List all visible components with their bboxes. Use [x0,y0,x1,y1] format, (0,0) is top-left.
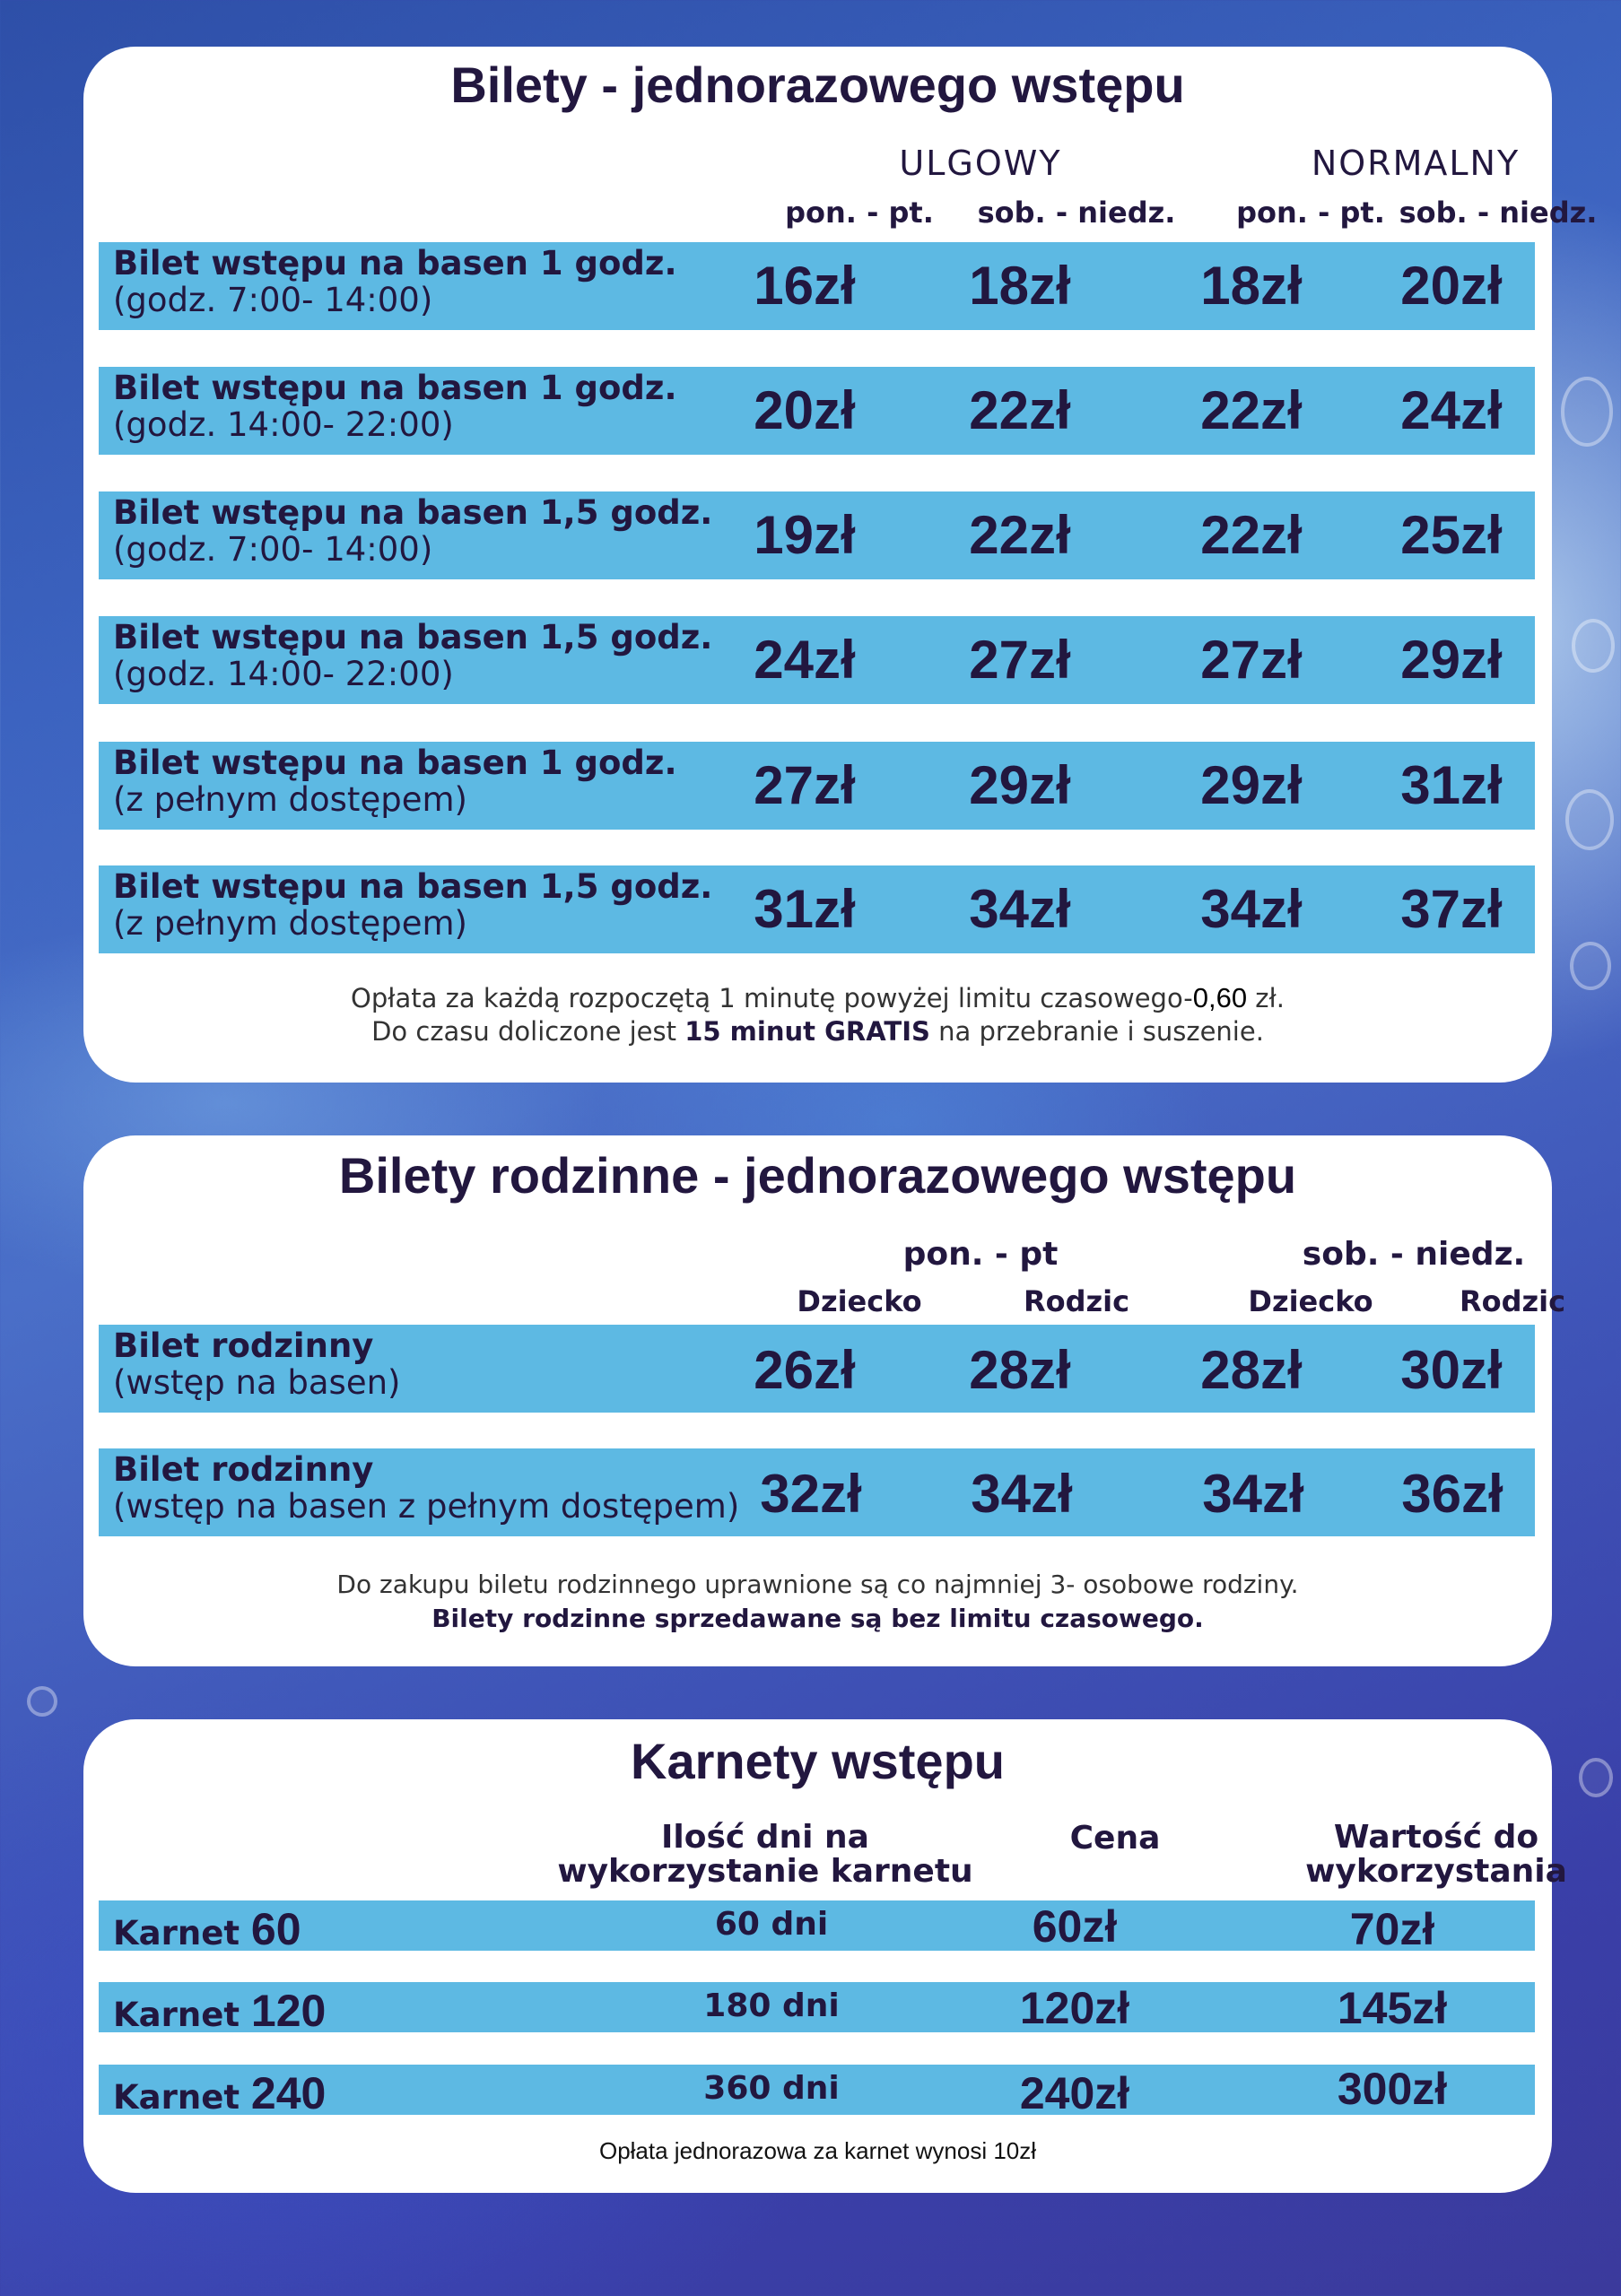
pass-days: 360 dni [703,2070,840,2107]
price-cell: 36zł [1401,1464,1503,1524]
price-cell: 24zł [1400,380,1503,440]
pass-days: 180 dni [703,1987,840,2024]
price-cell: 22zł [969,380,1071,440]
price-cell: 18zł [969,256,1071,316]
price-column-header: Cena [1069,1820,1161,1857]
price-cell: 34zł [1202,1464,1304,1524]
group-header-ulgowy: ULGOWY [899,144,1062,183]
background-bubble [27,1686,57,1717]
background-bubble [1570,942,1611,990]
price-cell: 28zł [1200,1340,1303,1400]
price-cell: 27zł [969,630,1071,690]
single-entry-panel [83,47,1598,1083]
family-eligibility-note: Do zakupu biletu rodzinnego uprawnione są co najmniej 3- osobowe rodziny. [336,1570,1299,1599]
row-label: Bilet wstępu na basen 1 godz. [113,744,677,782]
ticket-row [99,865,1535,953]
row-label: Bilet rodzinny [113,1450,374,1489]
day-header: pon. - pt. [1236,196,1385,230]
row-label: Bilet wstępu na basen 1,5 godz. [113,867,713,906]
pass-row [99,1982,1535,2036]
free-time-highlight: 15 minut GRATIS [684,1016,930,1047]
row-label: Bilet wstępu na basen 1,5 godz. [113,618,713,657]
price-cell: 29zł [1400,630,1503,690]
passes-panel [83,1719,1567,2193]
pass-value: 145zł [1337,1983,1448,2033]
ticket-row [99,491,1535,579]
row-label: Bilet wstępu na basen 1 godz. [113,244,677,283]
row-sublabel: (wstęp na basen z pełnym dostępem) [113,1487,740,1526]
price-cell: 25zł [1400,505,1503,565]
overtime-fee-note: Opłata za każdą rozpoczętą 1 minutę powyżej limitu czasowego-0,60 zł. [351,982,1285,1013]
group-header-normalny: NORMALNY [1311,144,1521,183]
price-cell: 29zł [1200,755,1303,815]
day-header: sob. - niedz. [977,196,1176,230]
price-cell: 20zł [1400,256,1503,316]
pass-label: Karnet [113,1996,240,2034]
pass-row [99,2064,1535,2118]
price-cell: 31zł [1400,755,1503,815]
family-ticket-row [99,1325,1535,1413]
pass-price: 240zł [1019,2068,1130,2118]
price-cell: 18zł [1200,256,1303,316]
ticket-row [99,242,1535,330]
background-bubble [1565,789,1614,850]
price-cell: 22zł [969,505,1071,565]
price-cell: 34zł [971,1464,1073,1524]
row-sublabel: (godz. 7:00- 14:00) [113,281,433,320]
group-header-weekend: sob. - niedz. [1302,1236,1526,1273]
price-cell: 34zł [1200,879,1303,939]
free-time-note: Do czasu doliczone jest 15 minut GRATIS na przebranie i suszenie. [371,1016,1264,1047]
row-label: Bilet rodzinny [113,1326,374,1365]
price-cell: 31zł [754,879,856,939]
price-cell: 29zł [969,755,1071,815]
child-header: Dziecko [1248,1284,1373,1318]
pass-label: Karnet [113,2078,240,2117]
price-cell: 16zł [754,256,856,316]
pass-amount: 60 [250,1904,301,1954]
family-no-limit-note: Bilety rodzinne sprzedawane są bez limitu czasowego. [431,1604,1204,1633]
pass-price: 60zł [1032,1901,1118,1952]
pass-price: 120zł [1019,1983,1130,2033]
price-cell: 28zł [969,1340,1071,1400]
price-cell: 32zł [760,1464,862,1524]
family-tickets-panel [83,1135,1566,1666]
pass-days: 60 dni [714,1906,829,1943]
background-bubble [1579,1758,1613,1797]
value-column-header: Wartość do wykorzystania [1305,1819,1567,1890]
price-cell: 27zł [754,755,856,815]
overtime-fee-value: 0,60 [1192,982,1248,1013]
parent-header: Rodzic [1023,1284,1130,1318]
ticket-row [99,616,1535,704]
row-sublabel: (godz. 7:00- 14:00) [113,530,433,570]
pass-value: 300zł [1337,2064,1448,2114]
section-title: Bilety rodzinne - jednorazowego wstępu [338,1147,1297,1204]
row-label: Bilet wstępu na basen 1 godz. [113,369,677,407]
price-cell: 22zł [1200,380,1303,440]
day-header: pon. - pt. [785,196,934,230]
pass-row [99,1900,1535,1954]
parent-header: Rodzic [1459,1284,1566,1318]
row-sublabel: (z pełnym dostępem) [113,780,467,820]
pass-value: 70zł [1349,1904,1435,1954]
background-bubble [1561,377,1613,447]
ticket-row [99,742,1535,830]
row-label: Bilet wstępu na basen 1,5 godz. [113,493,713,532]
price-cell: 27zł [1200,630,1303,690]
group-header-weekday: pon. - pt [902,1236,1059,1273]
ticket-row [99,367,1535,455]
price-cell: 34zł [969,879,1071,939]
day-header: sob. - niedz. [1399,196,1598,230]
row-sublabel: (godz. 14:00- 22:00) [113,405,454,445]
price-cell: 19zł [754,505,856,565]
row-sublabel: (z pełnym dostępem) [113,904,467,944]
pass-amount: 120 [250,1986,327,2036]
child-header: Dziecko [797,1284,922,1318]
price-cell: 24zł [754,630,856,690]
price-cell: 20zł [754,380,856,440]
section-title: Karnety wstępu [631,1733,1005,1789]
row-sublabel: (godz. 14:00- 22:00) [113,655,454,694]
price-cell: 22zł [1200,505,1303,565]
price-cell: 37zł [1400,879,1503,939]
family-ticket-row [99,1448,1535,1536]
pass-label: Karnet [113,1914,240,1952]
pass-fee-note: Opłata jednorazowa za karnet wynosi 10zł [598,2137,1037,2164]
row-sublabel: (wstęp na basen) [113,1363,401,1403]
price-cell: 30zł [1400,1340,1503,1400]
pass-amount: 240 [250,2068,327,2118]
background-bubble [1572,619,1615,673]
section-title: Bilety - jednorazowego wstępu [450,57,1185,113]
days-column-header: Ilość dni na wykorzystanie karnetu [557,1819,973,1890]
price-cell: 26zł [754,1340,856,1400]
